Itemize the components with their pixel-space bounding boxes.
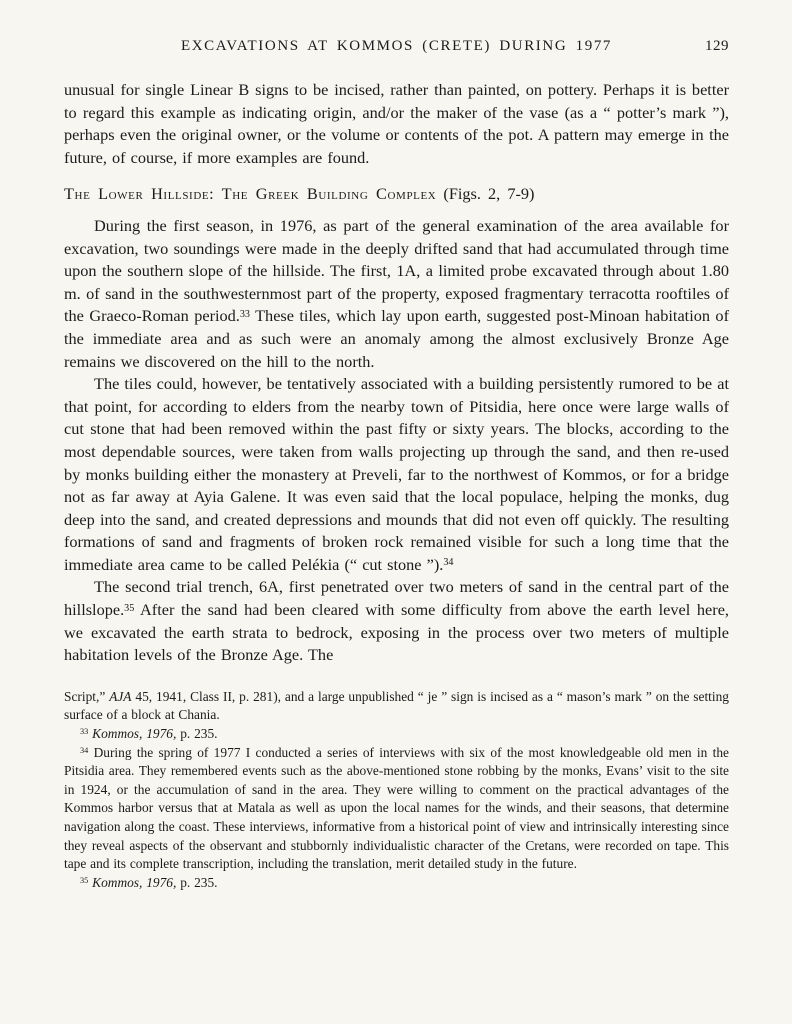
footnote-ref-33: 33 — [239, 308, 250, 320]
kommos-title-italic: Kommos, 1976, — [88, 726, 177, 742]
paragraph-linear-b-signs: unusual for single Linear B signs to be incised, rather than painted, on pottery. Perhaps it is better to regard this example as indicating origin, and/or the maker of the vase (as a “ potter’s mark ”), perhaps even the original owner, or the volume or contents of the pot. A pattern may emerge in the future, of course, if more examples are found. — [64, 80, 729, 167]
paragraph-tiles-building — [64, 373, 729, 576]
section-heading — [64, 183, 729, 206]
text-run: After the sand had been cleared with some difficulty from above the earth level here, we excavated the earth strata to bedrock, exposing in the process over two meters of multiple habitation levels of the Bronze Age. The — [64, 600, 729, 665]
page-number: 129 — [705, 38, 729, 54]
text-run: p. 235. — [176, 726, 218, 742]
text-run: During the spring of 1977 I conducted a series of interviews with six of the most knowledgeable old men in the Pitsidia area. They remembered events such as the above-mentioned stone robbing by the monks, Evans’ visit to the site in 1924, or the accumulation of sand in the area. They were willing to comment on the practical advantages of the Kommos harbor versus that at Matala as well as upon the local names for the winds, and their seasons, that determine navigation along the coast. These interviews, informative from a historical point of view and intrinsically interesting since they reveal aspects of the observant and stubbornly individualistic character of the Cretans, were recorded on tape. This tape and its complete transcription, including the translation, merit detailed study in the future. — [64, 744, 729, 872]
footnote-marker-34: 34 — [80, 745, 89, 755]
text-run: During the first season, in 1976, as part of the general examination of the area available for excavation, two soundings were made in the deeply drifted sand that had accumulated through time upon the southern slope of the hillside. The first, 1A, a limited probe excavated through about 1.80 m. of sand in the southwesternmost part of the property, exposed fragmentary terracotta rooftiles of the Graeco-Roman period. — [64, 215, 729, 326]
paragraph-second-trench — [64, 576, 729, 666]
footnote-ref-35: 35 — [124, 602, 135, 614]
journal-title-italic: AJA — [109, 688, 132, 704]
page-header — [64, 38, 729, 55]
footnote-marker-35: 35 — [80, 876, 89, 886]
kommos-title-italic: Kommos, 1976, — [88, 874, 177, 890]
footnote-marker-33: 33 — [80, 727, 89, 737]
footnote-continuation — [64, 688, 729, 725]
running-head-title: EXCAVATIONS AT KOMMOS (CRETE) DURING 1977 — [180, 38, 613, 54]
text-run: Script,” — [64, 688, 110, 704]
text-run: p. 235. — [176, 874, 218, 890]
footnote-34 — [64, 744, 729, 874]
text-run: The second trial trench, 6A, first penetrated over two meters of sand in the central part of the hillslope. — [64, 577, 729, 620]
section-heading-smallcaps: The Lower Hillside: The Greek Building Complex — [64, 184, 437, 204]
footnote-35 — [64, 874, 729, 893]
footnote-ref-34: 34 — [443, 557, 454, 569]
footnotes-section — [64, 688, 729, 893]
text-run: 45, 1941, Class II, p. 281), and a large unpublished “ je ” sign is incised as a “ mason’s mark ” on the setting surface of a block at Chania. — [64, 688, 729, 723]
text-run: The tiles could, however, be tentatively associated with a building persistently rumored to be at that point, for according to elders from the nearby town of Pitsidia, here once were large walls of cut stone that had been removed within the past fifty or sixty years. The blocks, according to the most dependable sources, were taken from walls projecting up through the sand, and then re-used by monks building either the monastery at Preveli, far to the northwest of Kommos, or for a bridge not as far away at Ayia Galene. It was even said that the local populace, helping the monks, dug deep into the sand, and created depressions and mounds that did not even off quickly. The resulting formations of sand and fragments of broken rock remained visible for such a long time that the immediate area came to be called Pelékia (“ cut stone ”). — [64, 374, 729, 574]
text-run: These tiles, which lay upon earth, suggested post-Minoan habitation of the immediate area and as such were an anomaly among the almost exclusively Bronze Age remains we discovered on the hill to the north. — [64, 306, 729, 371]
footnote-33 — [64, 725, 729, 744]
section-heading-figures-ref: (Figs. 2, 7-9) — [436, 184, 535, 204]
main-text — [64, 79, 729, 667]
paragraph-first-season — [64, 215, 729, 373]
